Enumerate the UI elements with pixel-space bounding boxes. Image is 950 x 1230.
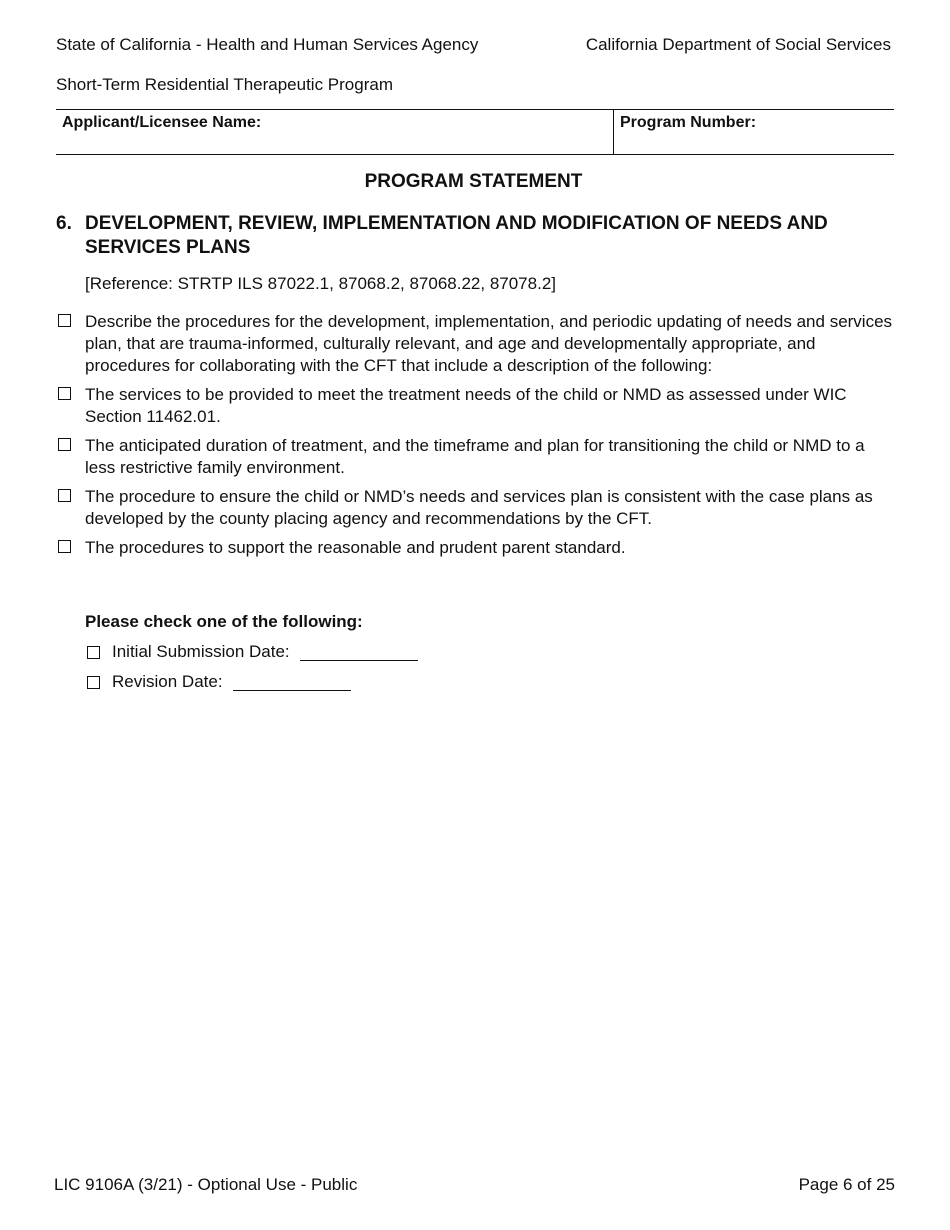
submission-prompt: Please check one of the following:: [85, 612, 363, 631]
checklist-item-text: The procedures to support the reasonable and prudent parent standard.: [85, 538, 626, 557]
checklist-item-text: The procedure to ensure the child or NMD’s needs and services plan is consistent with the case plans as developed by the county placing agency and recommendations by the CFT.: [85, 487, 873, 528]
program-number-label: Program Number:: [620, 114, 757, 131]
checklist-item: [56, 311, 896, 377]
revision-label: Revision Date:: [112, 672, 223, 691]
checkbox[interactable]: [58, 387, 71, 400]
checklist-item-text: Describe the procedures for the development, implementation, and periodic updating of needs and services plan, that are trauma-informed, culturally relevant, and age and developmentally appropriate, and procedures for collaborating with the CFT that include a description of the following:: [85, 312, 893, 375]
revision-checkbox[interactable]: [87, 676, 100, 689]
initial-submission-label: Initial Submission Date:: [112, 642, 290, 661]
applicant-name-field[interactable]: [56, 110, 614, 154]
program-name: Short-Term Residential Therapeutic Program: [56, 75, 393, 94]
form-identifier: LIC 9106A (3/21) - Optional Use - Public: [54, 1175, 358, 1194]
applicant-name-label: Applicant/Licensee Name:: [62, 114, 262, 131]
section-heading: [56, 212, 896, 260]
program-number-field[interactable]: [614, 110, 894, 154]
checklist-item: [56, 435, 896, 479]
agency-name: State of California - Health and Human Services Agency: [56, 35, 479, 54]
checkbox[interactable]: [58, 540, 71, 553]
requirements-checklist: [56, 311, 896, 559]
initial-submission-date-field[interactable]: [300, 644, 418, 661]
initial-submission-checkbox[interactable]: [87, 646, 100, 659]
checkbox[interactable]: [58, 489, 71, 502]
revision-date-field[interactable]: [233, 674, 351, 691]
checklist-item: [56, 537, 896, 559]
revision-row: [85, 672, 351, 692]
checklist-item: [56, 384, 896, 428]
checkbox[interactable]: [58, 438, 71, 451]
page-number: Page 6 of 25: [798, 1175, 895, 1194]
checklist-item-text: The anticipated duration of treatment, and the timeframe and plan for transitioning the child or NMD to a less restrictive family environment.: [85, 436, 865, 477]
section-reference: [Reference: STRTP ILS 87022.1, 87068.2, 87068.22, 87078.2]: [85, 274, 556, 293]
checklist-item-text: The services to be provided to meet the treatment needs of the child or NMD as assessed under WIC Section 11462.01.: [85, 385, 847, 426]
applicant-info-table: [56, 109, 894, 155]
checkbox[interactable]: [58, 314, 71, 327]
checklist-item: [56, 486, 896, 530]
section-number: 6.: [56, 213, 72, 234]
department-name: California Department of Social Services: [585, 35, 891, 54]
initial-submission-row: [85, 642, 418, 662]
section-title: DEVELOPMENT, REVIEW, IMPLEMENTATION AND MODIFICATION OF NEEDS AND SERVICES PLANS: [85, 213, 828, 258]
page-title: PROGRAM STATEMENT: [364, 171, 583, 192]
